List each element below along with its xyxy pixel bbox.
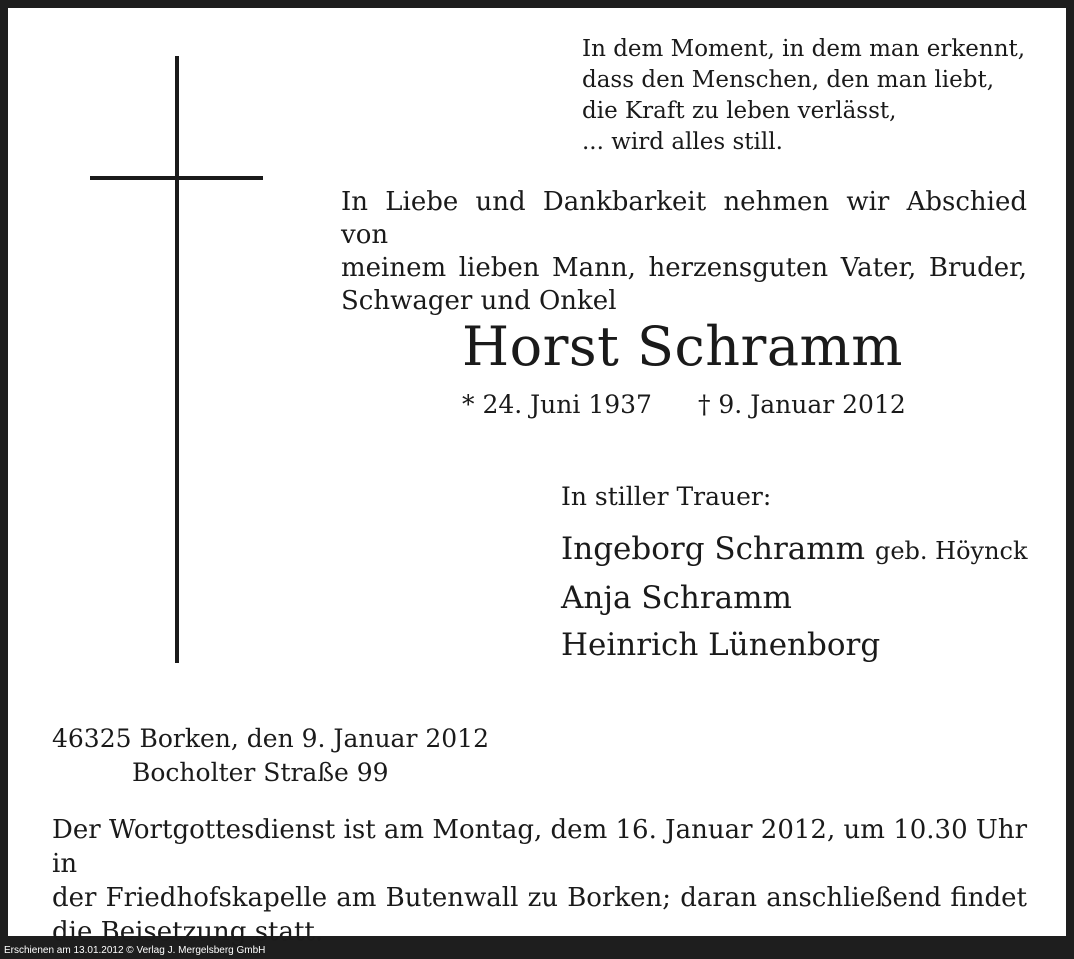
mourner-name: Ingeborg Schramm <box>561 531 866 567</box>
farewell-line: In Liebe und Dankbarkeit nehmen wir Abschied von <box>341 187 1027 250</box>
poem-line: die Kraft zu leben verlässt, <box>582 98 897 124</box>
mourner-name: Heinrich Lünenborg <box>561 627 881 663</box>
mourner-name: Anja Schramm <box>561 580 792 616</box>
mourner <box>561 526 1028 575</box>
publication-credit: Erschienen am 13.01.2012 © Verlag J. Mergelsberg GmbH <box>4 945 266 956</box>
birth-date: * 24. Juni 1937 <box>462 390 652 419</box>
mourning-heading: In stiller Trauer: <box>561 482 772 511</box>
cross-icon-crossbar <box>90 176 263 180</box>
mourner <box>561 575 1028 622</box>
death-date: † 9. Januar 2012 <box>697 390 906 419</box>
deceased-name: Horst Schramm <box>462 315 903 378</box>
mourner <box>561 622 1028 669</box>
cross-icon <box>175 56 179 663</box>
address-block <box>52 722 489 790</box>
life-dates <box>462 388 906 422</box>
farewell-line: Schwager und Onkel <box>341 286 617 316</box>
service-line: Der Wortgottesdienst ist am Montag, dem 16. Januar 2012, um 10.30 Uhr in <box>52 815 1027 879</box>
service-info <box>52 813 1027 949</box>
farewell-text <box>341 186 1027 318</box>
mourners-list <box>561 526 1028 669</box>
mourner-note: geb. Höynck <box>874 537 1028 565</box>
poem-line: In dem Moment, in dem man erkennt, <box>582 36 1026 62</box>
service-line: die Beisetzung statt. <box>52 917 324 947</box>
service-line: der Friedhofskapelle am Butenwall zu Borken; daran anschließend findet <box>52 883 1027 913</box>
city-date: 46325 Borken, den 9. Januar 2012 <box>52 724 489 753</box>
street-address: Bocholter Straße 99 <box>132 758 389 787</box>
poem <box>582 34 1025 158</box>
poem-line: ... wird alles still. <box>582 129 783 155</box>
poem-line: dass den Menschen, den man liebt, <box>582 67 995 93</box>
farewell-line: meinem lieben Mann, herzensguten Vater, Bruder, <box>341 253 1027 283</box>
